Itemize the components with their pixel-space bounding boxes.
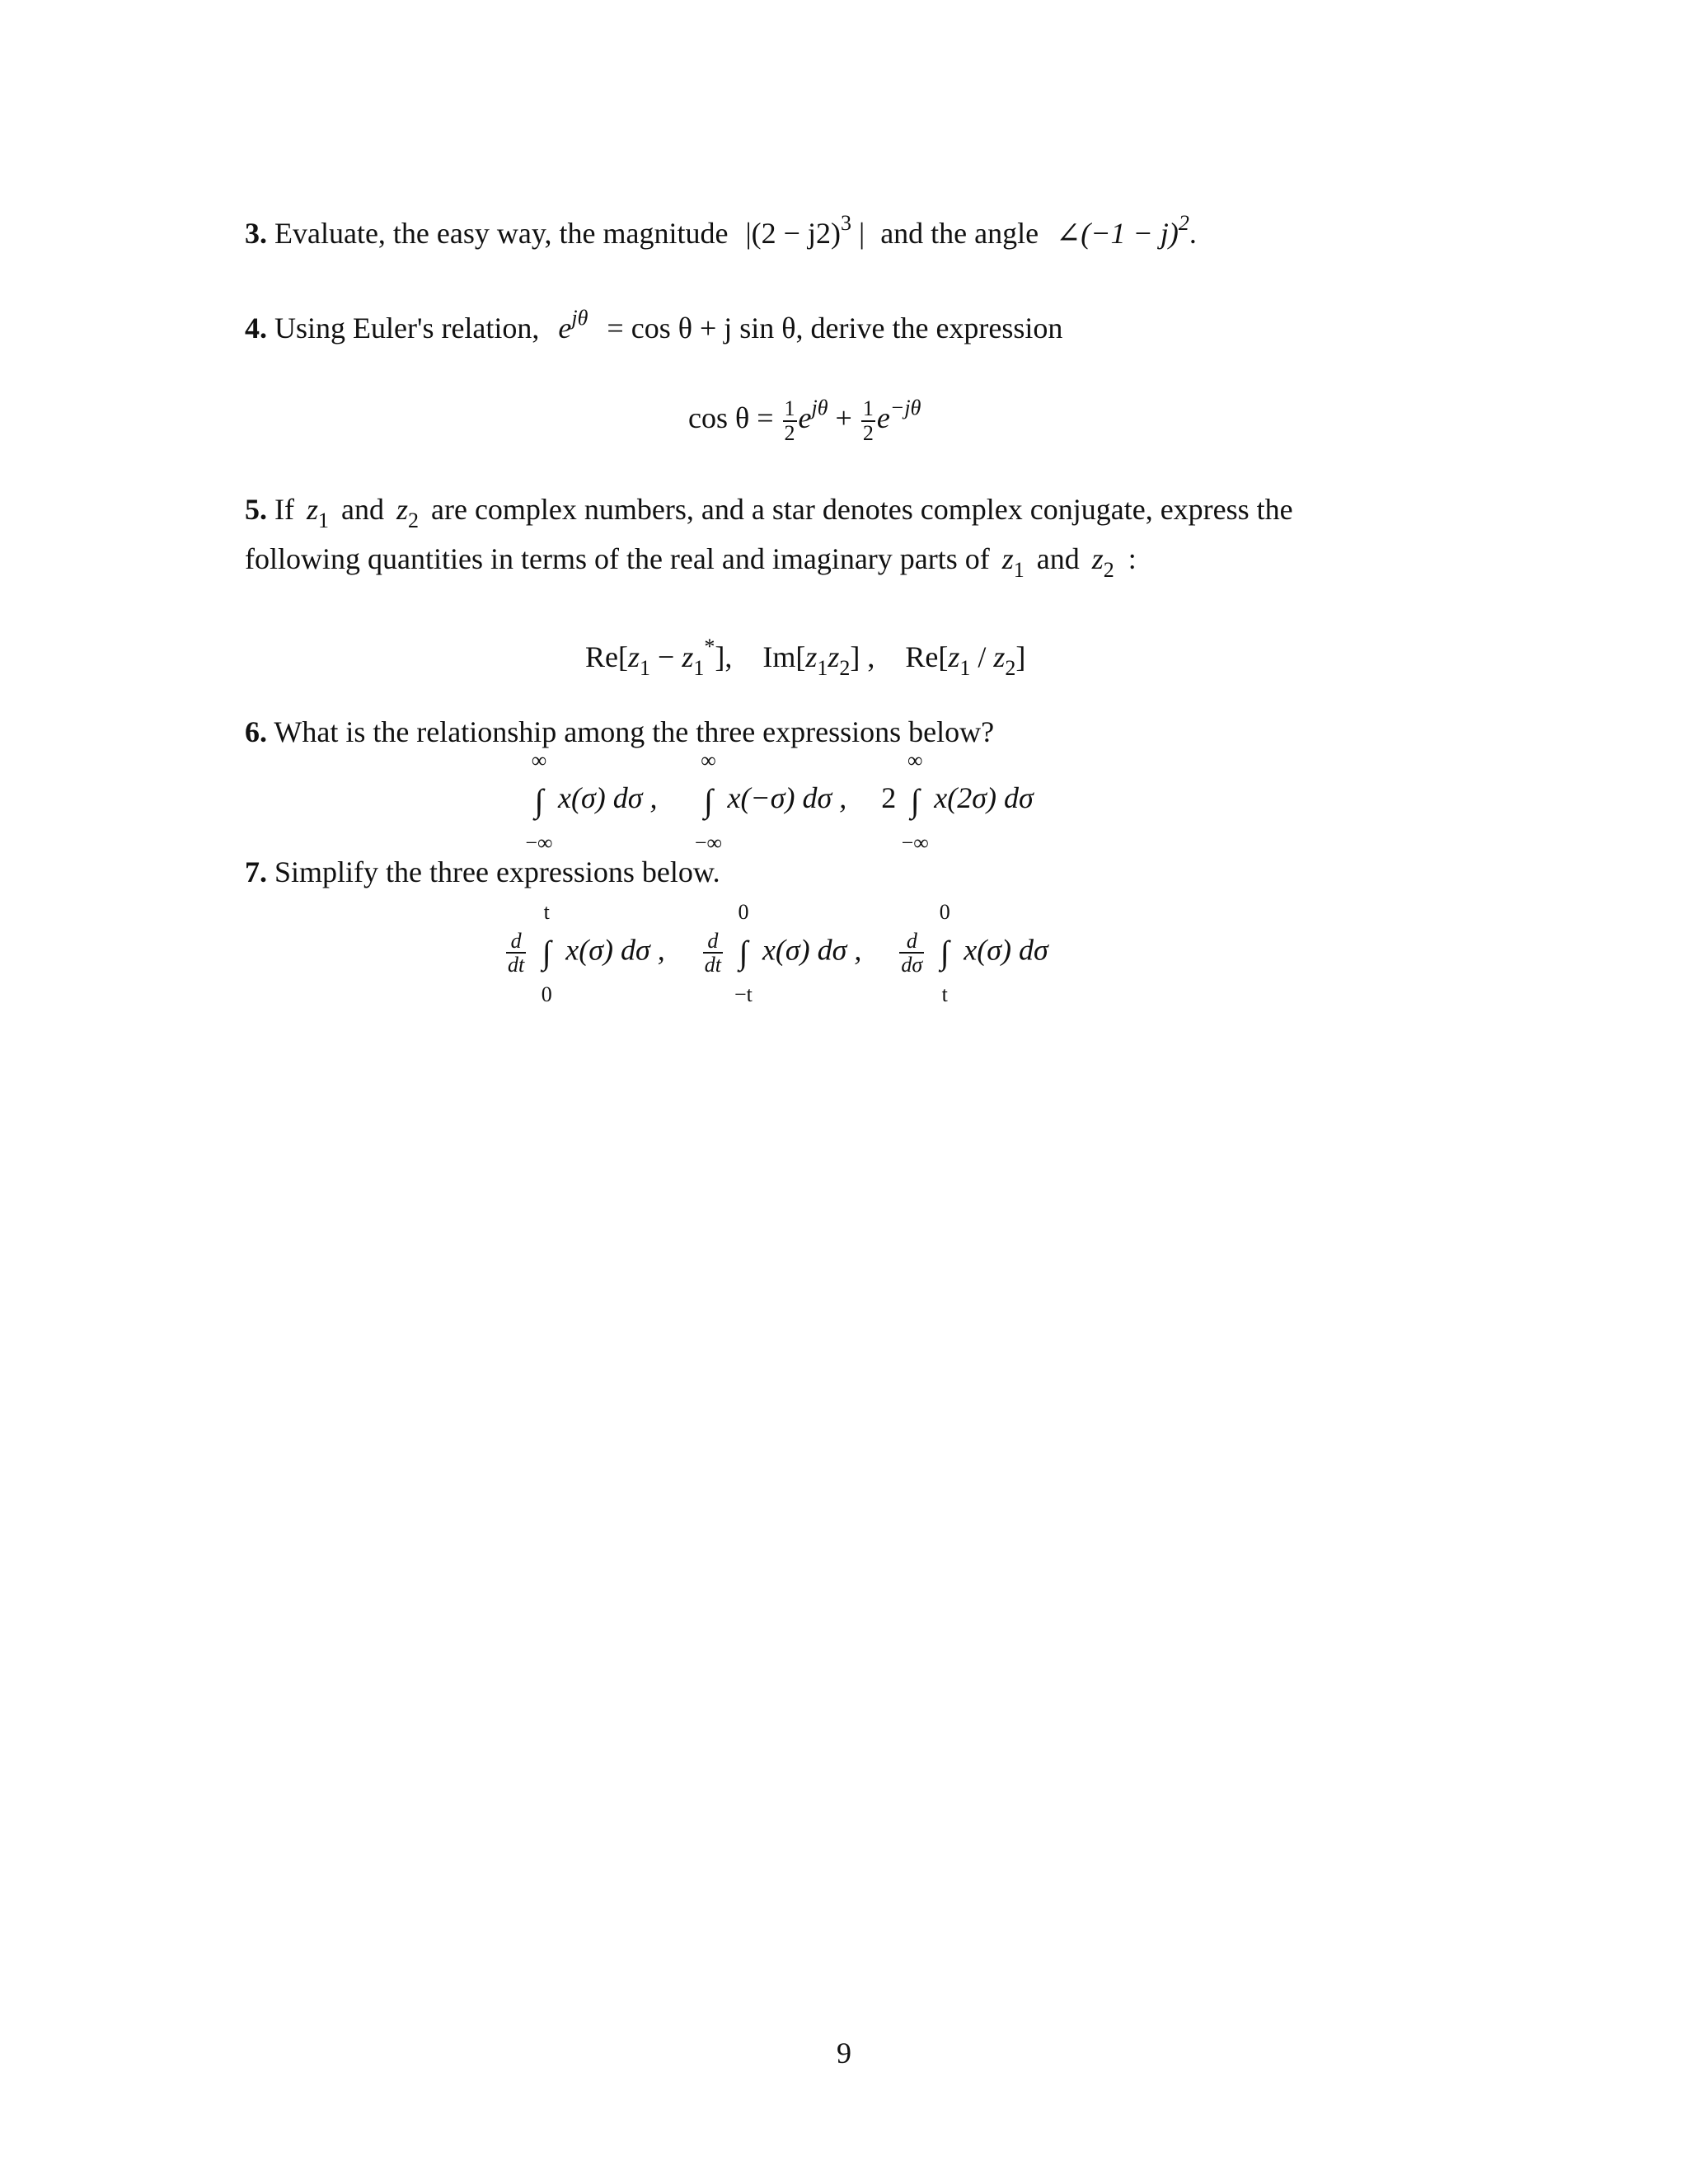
problem-text: Simplify the three expressions below. bbox=[274, 855, 720, 888]
problem-3: 3. Evaluate, the easy way, the magnitude $|(2 - j2)^3$ | and the angle ∠(−1 − j)$^2$. bbox=[245, 211, 1197, 250]
fraction-d-dt: $\frac{d}{dt}$ bbox=[508, 929, 525, 977]
math-magnitude: $|(2 - j2)^3$ | bbox=[745, 211, 865, 250]
integral-sign: ∞ ∫ −∞ bbox=[525, 748, 553, 855]
problem-5-line-2: following quantities in terms of the real and imaginary parts of $z_1$ and $z_2$ : bbox=[245, 542, 1137, 582]
problem-text: What is the relationship among the three expressions below? bbox=[274, 715, 995, 748]
fraction-d-dt: $\frac{d}{dt}$ bbox=[704, 929, 721, 977]
fraction-half: $\frac{1}{2}$ bbox=[784, 396, 795, 445]
integral-sign: ∞ ∫ −∞ bbox=[901, 748, 929, 855]
problem-text: , derive the expression bbox=[795, 312, 1063, 344]
problem-text: Evaluate, the easy way, the magnitude bbox=[274, 217, 729, 250]
math-euler-lhs: $e^{j\theta}$ bbox=[558, 306, 588, 344]
problem-4 bbox=[245, 307, 1062, 343]
problem-number: 5. bbox=[245, 493, 267, 526]
problem-number: 6. bbox=[245, 715, 267, 748]
integral-sign: t ∫ 0 bbox=[541, 900, 552, 1007]
fraction-half: $\frac{1}{2}$ bbox=[862, 396, 874, 445]
integral-sign: 0 ∫ t bbox=[939, 900, 950, 1007]
problem-5-line-1: 5. If $z_1$ and $z_2$ are complex numbers, and a star denotes complex conjugate, express the bbox=[245, 493, 1293, 532]
problem-text: Using Euler's relation, bbox=[274, 312, 540, 344]
problem-6 bbox=[245, 717, 994, 747]
equation-cos: cos θ = $\frac{1}{2}$ $e^{j\theta}$ + $\frac{1}{2}$ $e^{-j\theta}$ bbox=[688, 396, 921, 445]
problem-number: 7. bbox=[245, 855, 267, 888]
problem-text: and the angle bbox=[880, 217, 1039, 250]
integral-sign: 0 ∫ −t bbox=[734, 900, 753, 1007]
fraction-d-dsigma: $\frac{d}{d\sigma}$ bbox=[901, 929, 923, 977]
problem-7 bbox=[245, 857, 720, 887]
math-angle: ∠(−1 − j)$^2$ bbox=[1056, 211, 1189, 250]
integral-sign: ∞ ∫ −∞ bbox=[694, 748, 723, 855]
problem-number: 4. bbox=[245, 312, 267, 344]
math-euler-rhs: = cos θ + j sin θ bbox=[607, 312, 796, 344]
problem-number: 3. bbox=[245, 217, 267, 250]
page-number: 9 bbox=[837, 2036, 851, 2069]
equation-derivatives: $\frac{d}{dt}$ t ∫ 0 x(σ) dσ , $\frac{d}{dt}$ 0 ∫ −t x(σ) dσ , $\frac{d}{d\sigma}$ 0 ∫ t x(σ) dσ bbox=[508, 900, 1048, 1007]
equation-integrals: ∞ ∫ −∞ x(σ) dσ , ∞ ∫ −∞ x(−σ) dσ , 2 ∞ ∫ −∞ x(2σ) dσ bbox=[525, 748, 1034, 855]
equation-complex-parts: $Re[z_1 - z_1^*]$, $Im[z_1z_2]$ , $Re[z_1 / z_2]$ bbox=[585, 635, 1026, 680]
